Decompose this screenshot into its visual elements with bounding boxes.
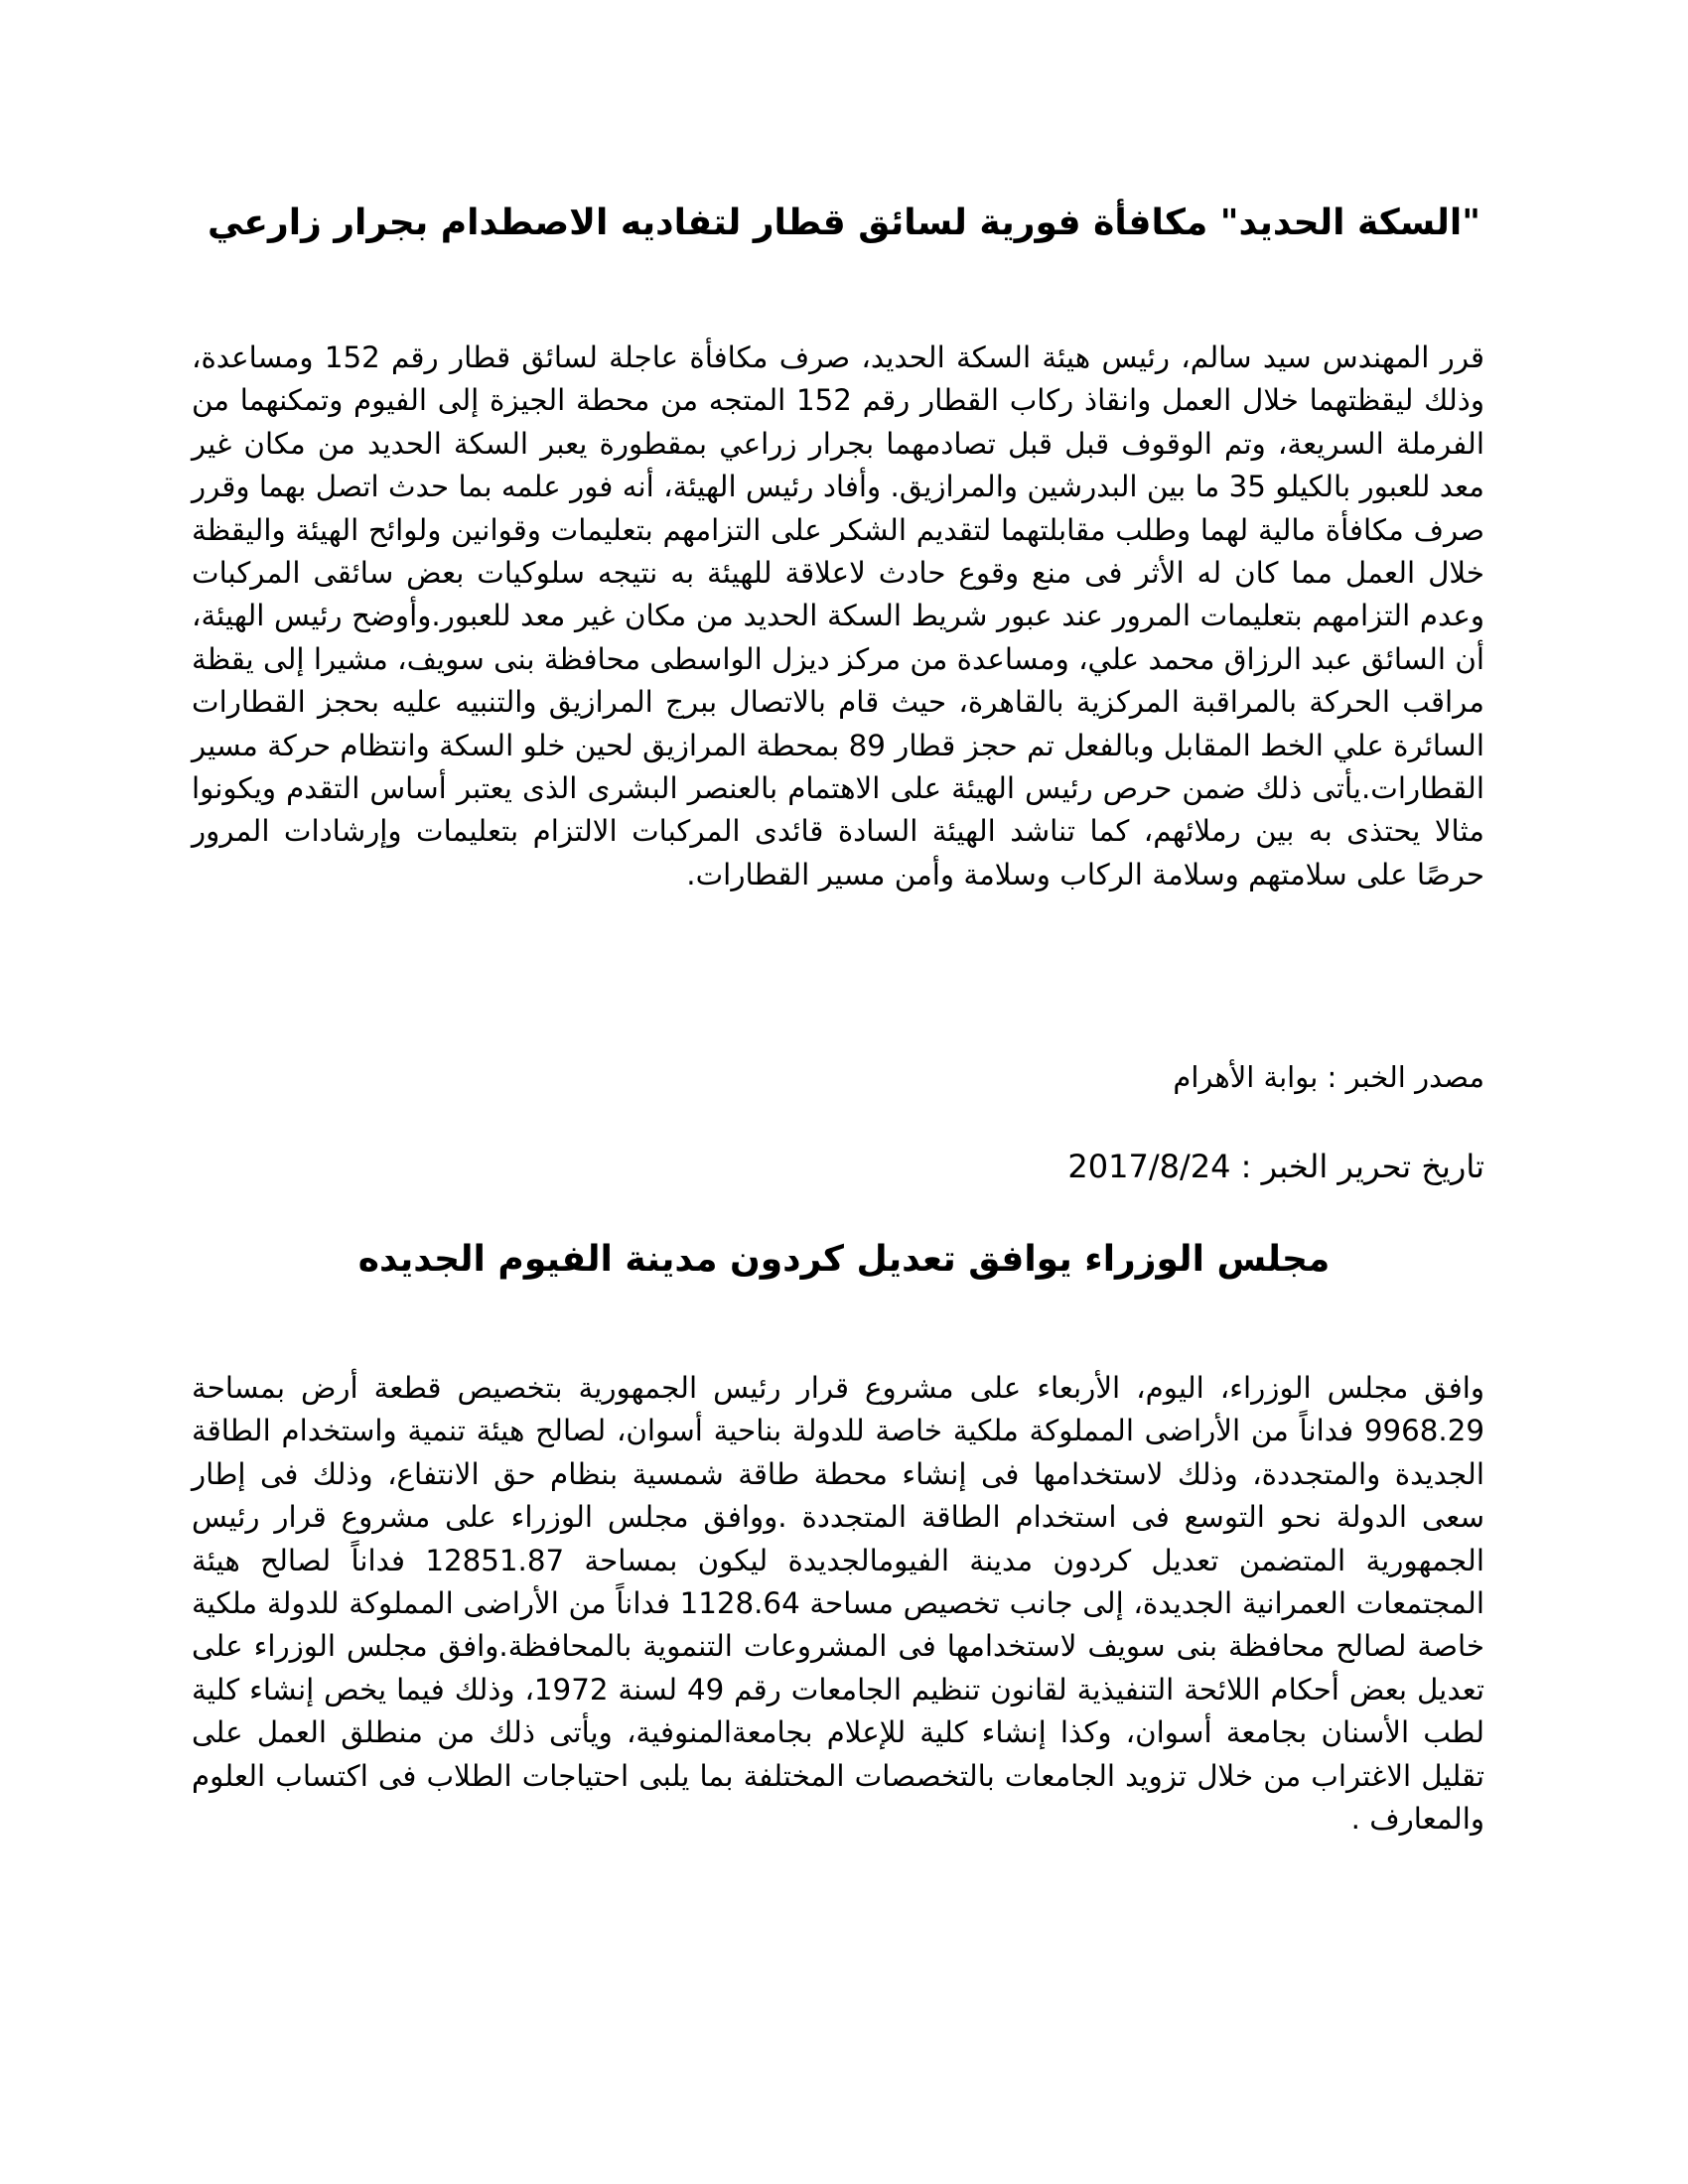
article-1-source: [1173, 1057, 1484, 1097]
date-value: 2017/8/24: [1067, 1148, 1231, 1185]
article-2-body: وافق مجلس الوزراء، اليوم، الأربعاء على مشروع قرار رئيس الجمهورية بتخصيص قطعة أرض بمساحة 9968.29 فداناً من الأراضى المملوكة ملكية خاصة للدولة بناحية أسوان، لصالح هيئة تنمية واستخدام الطاقة الجديدة والمتجددة، وذلك لاستخدامها فى إنشاء محطة طاقة شمسية بنظام حق الانتفاع، وذلك فى إطار سعى الدولة نحو التوسع فى استخدام الطاقة المتجددة .ووافق مجلس الوزراء على مشروع قرار رئيس الجمهورية المتضمن تعديل كردون مدينة الفيومالجديدة ليكون بمساحة 12851.87 فداناً لصالح هيئة المجتمعات العمرانية الجديدة، إلى جانب تخصيص مساحة 1128.64 فداناً من الأراضى المملوكة للدولة ملكية خاصة لصالح محافظة بنى سويف لاستخدامها فى المشروعات التنموية بالمحافظة.وافق مجلس الوزراء على تعديل بعض أحكام اللائحة التنفيذية لقانون تنظيم الجامعات رقم 49 لسنة 1972، وذلك فيما يخص إنشاء كلية لطب الأسنان بجامعة أسوان، وكذا إنشاء كلية للإعلام بجامعةالمنوفية، ويأتى ذلك من منطلق العمل على تقليل الاغتراب من خلال تزويد الجامعات بالتخصصات المختلفة بما يلبى احتياجات الطلاب فى اكتساب العلوم والمعارف .: [192, 1371, 1485, 1837]
source-value: بوابة الأهرام: [1173, 1060, 1319, 1094]
article-2-title: مجلس الوزراء يوافق تعديل كردون مدينة الفيوم الجديده: [357, 1239, 1331, 1280]
source-label: مصدر الخبر :: [1318, 1060, 1484, 1094]
article-1-title: "السكة الحديد" مكافأة فورية لسائق قطار لتفاديه الاصطدام بجرار زارعي: [207, 203, 1480, 243]
article-1-body: قرر المهندس سيد سالم، رئيس هيئة السكة الحديد، صرف مكافأة عاجلة لسائق قطار رقم 152 ومساعدة، وذلك ليقظتهما خلال العمل وانقاذ ركاب القطار رقم 152 المتجه من محطة الجيزة إلى الفيوم وتمكنهما من الفرملة السريعة، وتم الوقوف قبل قبل تصادمهما بجرار زراعي بمقطورة يعبر السكة الحديد من مكان غير معد للعبور بالكيلو 35 ما بين البدرشين والمرازيق. وأفاد رئيس الهيئة، أنه فور علمه بما حدث اتصل بهما وقرر صرف مكافأة مالية لهما وطلب مقابلتهما لتقديم الشكر على التزامهم بتعليمات وقوانين ولوائح الهيئة واليقظة خلال العمل مما كان له الأثر فى منع وقوع حادث لاعلاقة للهيئة به نتيجه سلوكيات بعض سائقى المركبات وعدم التزامهم بتعليمات المرور عند عبور شريط السكة الحديد من مكان غير معد للعبور.وأوضح رئيس الهيئة، أن السائق عبد الرزاق محمد علي، ومساعدة من مركز ديزل الواسطى محافظة بنى سويف، مشيرا إلى يقظة مراقب الحركة بالمراقبة المركزية بالقاهرة، حيث قام بالاتصال ببرج المرازيق والتنبيه عليه بحجز القطارات السائرة علي الخط المقابل وبالفعل تم حجز قطار 89 بمحطة المرازيق لحين خلو السكة وانتظام حركة مسير القطارات.يأتى ذلك ضمن حرص رئيس الهيئة على الاهتمام بالعنصر البشرى الذى يعتبر أساس التقدم ويكونوا مثالا يحتذى به بين رملائهم، كما تناشد الهيئة السادة قائدى المركبات الالتزام بتعليمات وإرشادات المرور حرصًا على سلامتهم وسلامة الركاب وسلامة وأمن مسير القطارات.: [192, 341, 1484, 891]
date-label: تاريخ تحرير الخبر :: [1230, 1148, 1484, 1185]
article-1-date: [1067, 1147, 1484, 1186]
